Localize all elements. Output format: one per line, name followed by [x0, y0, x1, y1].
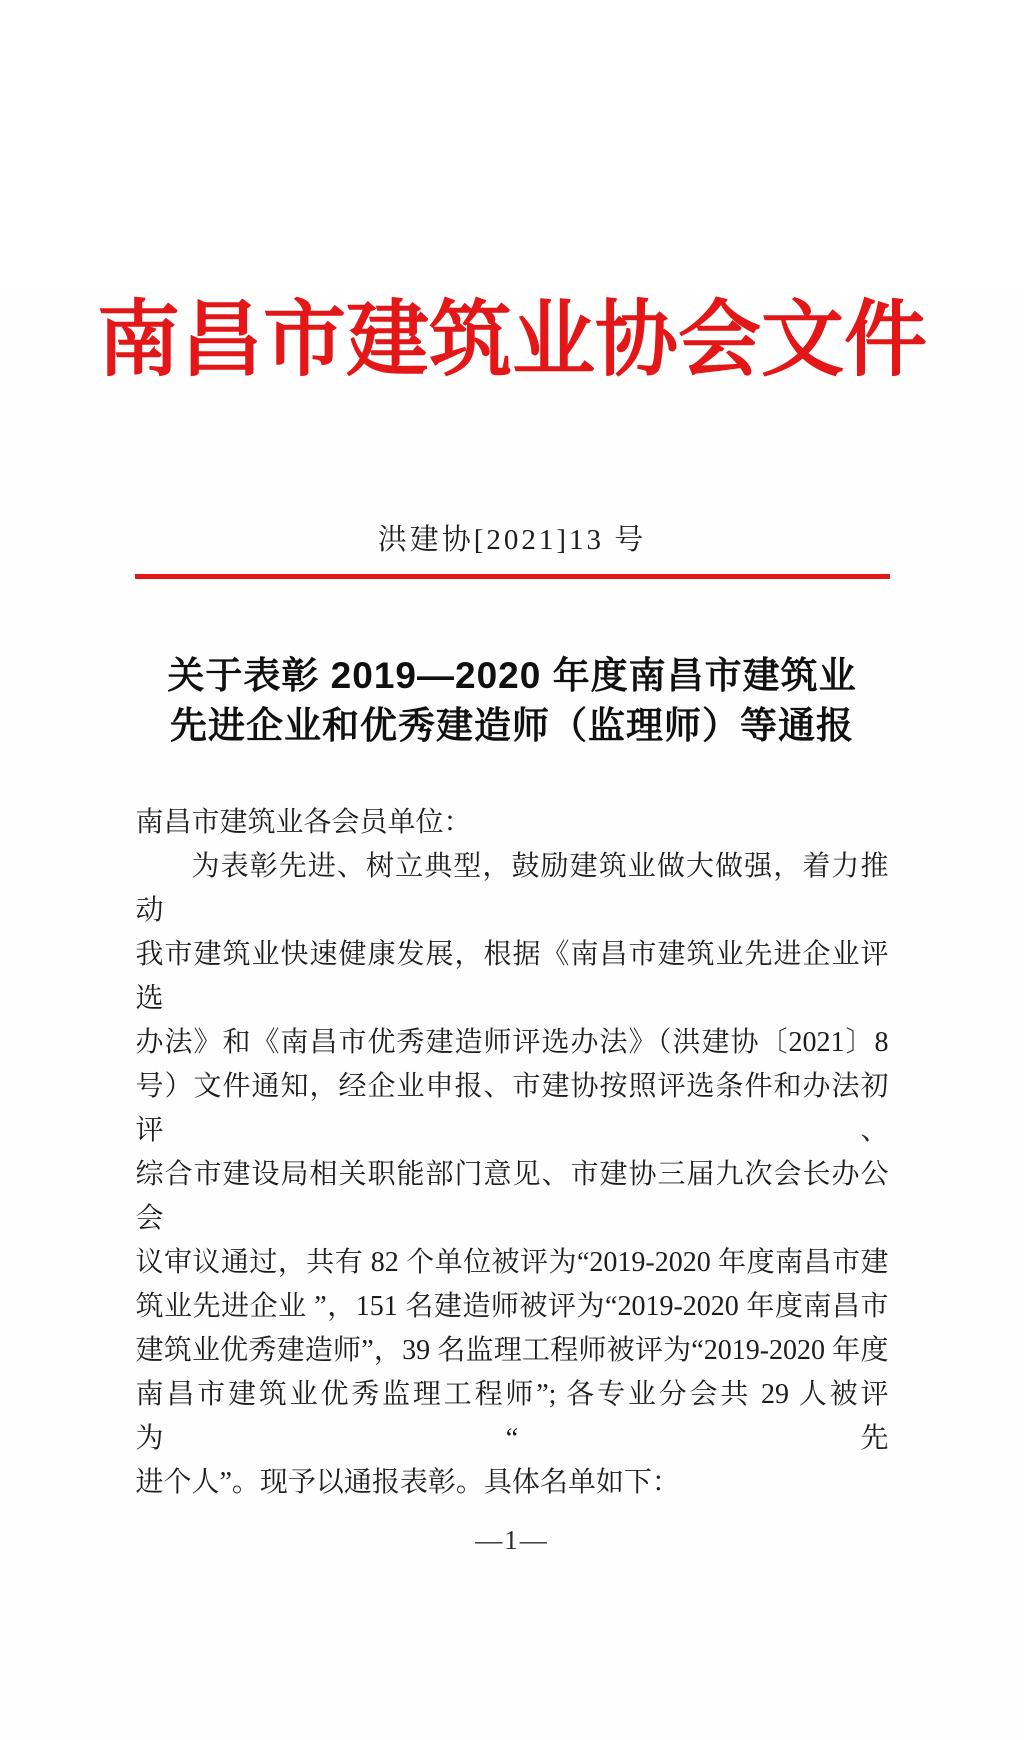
document-number: 洪建协[2021]13 号 — [377, 524, 647, 556]
body-line: 为表彰先进、树立典型，鼓励建筑业做大做强，着力推动 — [135, 851, 889, 926]
document-title — [102, 651, 922, 751]
letterhead-title: 南昌市建筑业协会文件 — [97, 294, 927, 386]
body-text — [136, 801, 889, 1505]
body-line: 南昌市建筑业优秀监理工程师”; 各专业分会共 29 人被评为“先 — [135, 1379, 889, 1454]
body-line: 号）文件通知，经企业申报、市建协按照评选条件和办法初评、 — [135, 1071, 889, 1146]
body-line: 办法》和《南昌市优秀建造师评选办法》（洪建协〔2021〕8 — [135, 1027, 889, 1058]
body-line: 综合市建设局相关职能部门意见、市建协三届九次会长办公会 — [135, 1159, 889, 1234]
body-line: 议审议通过，共有 82 个单位被评为“2019-2020 年度南昌市建 — [135, 1247, 889, 1278]
closing-line: 进个人”。现予以通报表彰。具体名单如下： — [135, 1467, 680, 1498]
page-number: —1— — [475, 1525, 549, 1555]
body-line: 建筑业优秀建造师”，39 名监理工程师被评为“2019-2020 年度 — [135, 1335, 889, 1366]
body-line: 筑业先进企业 ”，151 名建造师被评为“2019-2020 年度南昌市 — [135, 1291, 889, 1322]
document-page — [0, 292, 1024, 1740]
document-title-line-2: 先进企业和优秀建造师（监理师）等通报 — [170, 705, 854, 746]
salutation-line: 南昌市建筑业各会员单位： — [135, 807, 472, 838]
red-divider-line — [135, 574, 890, 579]
body-line: 我市建筑业快速健康发展，根据《南昌市建筑业先进企业评选 — [135, 939, 889, 1014]
document-title-line-1: 关于表彰 2019—2020 年度南昌市建筑业 — [167, 655, 857, 696]
